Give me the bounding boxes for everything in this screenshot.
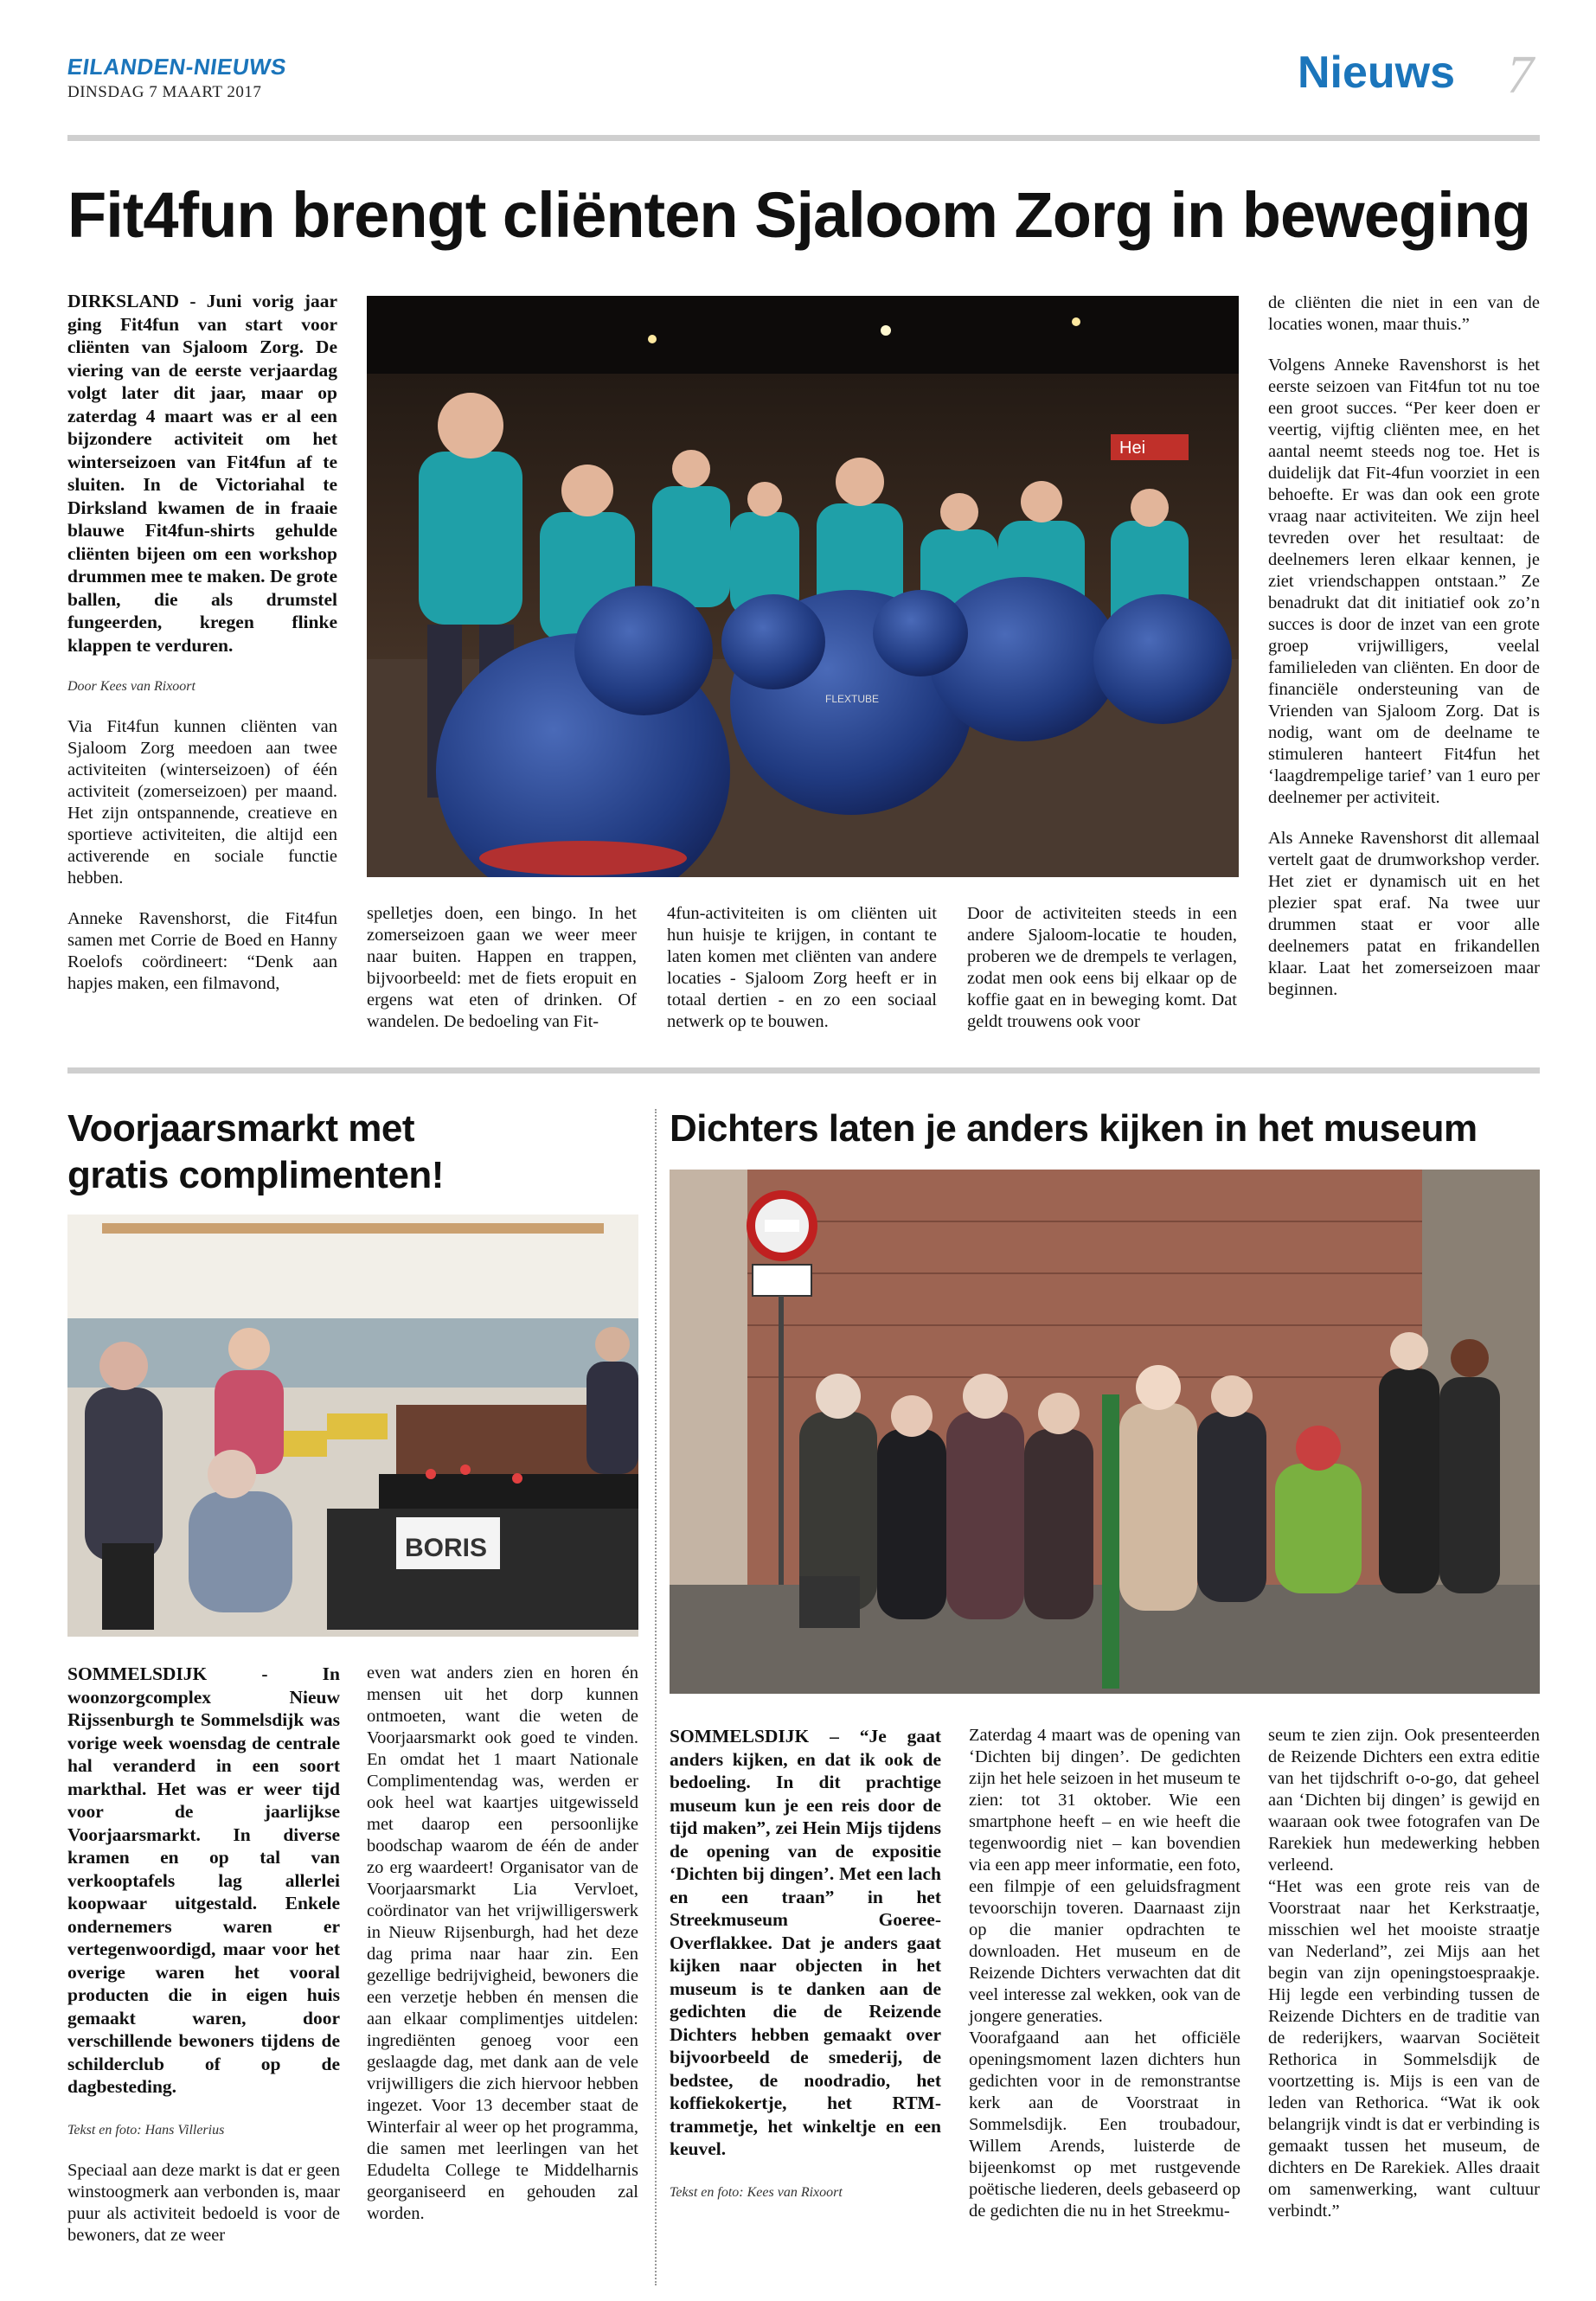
header-rule: [67, 135, 1540, 141]
ball-brand-text: FLEXTUBE: [825, 693, 880, 705]
article3-lead: SOMMELSDIJK – “Je gaat anders kijken, en dat ik ook de bedoeling. In dit prachtige museum kun je een reis door de tijd maken”, zei Hein Mijs tijdens de opening van de expositie ‘Dichten bij dingen’. Met een lach en een traan” in het Streekmuseum Goeree-Overflakkee. Dat je anders gaat kijken naar objecten in het museum is te danken aan de gedichten die de Reizende Dichters hebben gemaakt over bijvoorbeeld de smederij, de bedstee, de noodradio, het koffiekokertje, het RTM-trammetje, het winkeltje en een keuvel.: [670, 1726, 941, 2159]
article2-column-1: [67, 1663, 340, 2266]
article-divider-rule: [67, 1067, 1540, 1074]
article1-column-2: spelletjes doen, een bingo. In het zomerseizoen gaan we weer meer naar buiten. Happen en trappen, bijvoorbeeld: met de fiets eropuit en ergens wat eten of drinken. Of wandelen. De bedoeling van Fit-: [367, 904, 637, 1031]
article1-headline: Fit4fun brengt cliënten Sjaloom Zorg in beweging: [67, 179, 1531, 251]
article3-col3-paragraph-1: seum te zien zijn. Ook presenteerden de Reizende Dichters een extra editie van het tijdschrift o-o-go, dat geheel aan ‘Dichten bij dingen’ is gewijd en waaraan ook twee fotografen van De Rarekiek hun medewerking hebben verleend.: [1268, 1726, 1540, 1875]
article3-column-2: [969, 1725, 1240, 2241]
article2-byline: Tekst en foto: Hans Villerius: [67, 2122, 225, 2138]
article2-photo-market: [67, 1215, 638, 1637]
article3-headline: Dichters laten je anders kijken in het museum: [670, 1107, 1477, 1150]
article1-lead: DIRKSLAND - Juni vorig jaar ging Fit4fun van start voor cliënten van Sjaloom Zorg. De viering van de eerste verjaardag volgt later dit jaar, maar op zaterdag 4 maart was er al een bijzondere activiteit om het winterseizoen van Fit4fun af te sluiten. In de Victoriahal te Dirksland kwamen de in fraaie blauwe Fit4fun-shirts gehulde cliënten bijeen om een workshop drummen mee te maken. De grote ballen, die als drumstel fungeerden, kregen flinke klappen te verduren.: [67, 291, 337, 656]
article1-column-5: [1268, 292, 1540, 1020]
article2-lead: SOMMELSDIJK - In woonzorgcomplex Nieuw Rijssenburgh te Sommelsdijk was vorige week woensdag de centrale hal veranderd in een soort markthal. Het was er weer tijd voor de jaarlijkse Voorjaarsmarkt. In diverse kramen en op tal van verkooptafels lag allerlei koopwaar uitgestald. Enkele ondernemers waren er vertegenwoordigd, maar voor het overige waren het vooral producten die in eigen huis gemaakt waren, door verschillende bewoners tijdens de schilderclub of op de dagbesteding.: [67, 1663, 340, 2097]
poets-illustration: [670, 1170, 1540, 1694]
article3-col3-paragraph-2: “Het was een grote reis van de Voorstraat naar het Kerkstraatje, misschien wel het mooiste straatje van Nederland”, zei Mijs aan het begin van zijn openingstoespraakje. Hij legde een verbinding tussen de Reizende Dichters en de traditie van de rederijkers, waarvan Sociëteit Rethorica in Sommelsdijk de voortzetting is. Mijs is een van de leden van Rethorica. “Wat ik ook belangrijk vindt is dat er verbinding is gemaakt tussen het museum, de dichters en De Rarekiek. Alles draait om samenwerking, want cultuur verbindt.”: [1268, 1877, 1540, 2221]
column-divider-dotted: [655, 1109, 657, 2285]
article3-column-3: [1268, 1725, 1540, 2241]
photo-sign-text: Hei: [1119, 439, 1146, 458]
market-illustration: [67, 1215, 638, 1637]
market-banner-text: BORIS: [405, 1534, 488, 1562]
article1-col5-paragraph-2: Volgens Anneke Ravenshorst is het eerste seizoen van Fit4fun tot nu toe een groot succes. “Per keer doen er veertig, vijftig cliënten mee, en het aantal neemt steeds nog toe. Het is duidelijk dat Fit-4fun voorziet in een behoefte. Er was dan ook een grote vraag naar activiteiten. We zijn heel tevreden over het resultaat: de deelnemers leren elkaar kennen, je ziet vriendschappen ontstaan.” Ze benadrukt dat dit initiatief ook zo’n succes is door de inzet van een grote groep vrijwilligers, veelal familieleden van cliënten. En door de financiële ondersteuning van de Vrienden van Sjaloom Zorg. Dat is nodig, want om de deelname te stimuleren hanteert Fit4fun het ‘laagdrempelige tarief’ van 1 euro per deelnemer per activiteit.: [1268, 356, 1540, 807]
issue-date: DINSDAG 7 MAART 2017: [67, 83, 262, 101]
newspaper-logo: EILANDEN-NIEUWS: [65, 54, 289, 80]
article1-column-1: [67, 290, 337, 1014]
article2-column-2: even wat anders zien en horen én mensen uit het dorp kunnen ontmoeten, want die weten de Voorjaarsmarkt ook goed te vinden. En omdat het 1 maart Nationale Complimentendag was, werden er ook heel wat kaartjes uitgewisseld met daarop een persoonlijke boodschap waarom de één de ander zo erg waardeert! Organisator van de Voorjaarsmarkt Lia Vervloet, coördinator van het vrijwilligerswerk in Nieuw Rijsenburgh, had het deze dag prima naar haar zin. Een gezellige bedrijvigheid, bewoners die een verzetje hebben én mensen die aan elkaar complimentjes uitdelen: ingrediënten genoeg voor een geslaagde dag, met dank aan de vele vrijwilligers die zich hiervoor hebben ingezet. Voor 13 december staat de Winterfair al weer op het programma, die samen met leerlingen van het Edudelta College te Middelharnis georganiseerd en gehouden zal worden.: [367, 1663, 638, 2223]
drum-workshop-illustration: [367, 296, 1239, 877]
section-title: Nieuws: [1298, 48, 1456, 98]
article1-photo-drum-workshop: [367, 296, 1239, 877]
article3-col2-paragraph-2: Voorafgaand aan het officiële openingsmoment lazen dichters hun gedichten voor in de remonstrantse kerk aan de Voorstraat in Sommelsdijk. Een troubadour, Willem Arends, luisterde de bijeenkomst op met rustgevende poëtische liederen, deels gebaseerd op de gedichten die nu in het Streekmu-: [969, 2029, 1240, 2221]
article2-headline-line-2: gratis complimenten!: [67, 1154, 444, 1196]
article3-photo-poets: [670, 1170, 1540, 1694]
article1-col1-paragraph-2: Anneke Ravenshorst, die Fit4fun samen met Corrie de Boed en Hanny Roelofs coördineert: “Denk aan hapjes maken, een filmavond,: [67, 909, 337, 993]
article2-headline-line-1: Voorjaarsmarkt met: [67, 1107, 415, 1150]
article1-col1-paragraph-1: Via Fit4fun kunnen cliënten van Sjaloom Zorg meedoen aan twee activiteiten (winterseizoen) of één activiteit (zomerseizoen) per maand. Het zijn ontspannende, creatieve en sportieve activiteiten, die altijd een activerende en sociale functie hebben.: [67, 717, 337, 888]
article1-col5-paragraph-3: Als Anneke Ravenshorst dit allemaal vertelt gaat de drumworkshop verder. Het ziet er dynamisch uit en het plezier spat eraf. Na twee uur drummen staat er voor alle deelnemers patat en frikandellen klaar. Laat het zomerseizoen maar beginnen.: [1268, 829, 1540, 999]
article3-byline: Tekst en foto: Kees van Rixoort: [670, 2184, 843, 2200]
article1-col5-paragraph-1: de cliënten die niet in een van de locaties wonen, maar thuis.”: [1268, 293, 1540, 334]
article3-column-1: [670, 1725, 941, 2203]
article1-column-3: 4fun-activiteiten is om cliënten uit hun huisje te krijgen, in contant te laten komen met cliënten van andere locaties - Sjaloom Zorg heeft er in totaal dertien - en zo een sociaal netwerk op te bouwen.: [667, 904, 937, 1031]
article2-headline: [67, 1106, 630, 1199]
article2-col1-paragraph-2: Speciaal aan deze markt is dat er geen winstoogmerk aan verbonden is, maar puur als activiteit bedoeld is voor de bewoners, dat ze weer: [67, 2160, 340, 2245]
article1-byline: Door Kees van Rixoort: [67, 679, 195, 694]
article1-column-4: Door de activiteiten steeds in een andere Sjaloom-locatie te houden, proberen we de drempels te verlagen, zodat men ook eens bij elkaar op de koffie gaat en in beweging komt. Dat geldt trouwens ook voor: [967, 904, 1237, 1031]
article3-col2-paragraph-1: Zaterdag 4 maart was de opening van ‘Dichten bij dingen’. De gedichten zijn het hele seizoen in het museum te zien: tot 31 oktober. Wie een smartphone heeft – en wie heeft die tegenwoordig niet – kan bovendien via een app meer informatie, een foto, een filmpje of een geluidsfragment tevoorschijn toveren. Daarnaast zijn op die manier opdrachten te downloaden. Het museum en de Reizende Dichters verwachten dat dit veel interesse zal wekken, ook van de jongere generaties.: [969, 1726, 1240, 2026]
page-number: 7: [1507, 46, 1534, 105]
